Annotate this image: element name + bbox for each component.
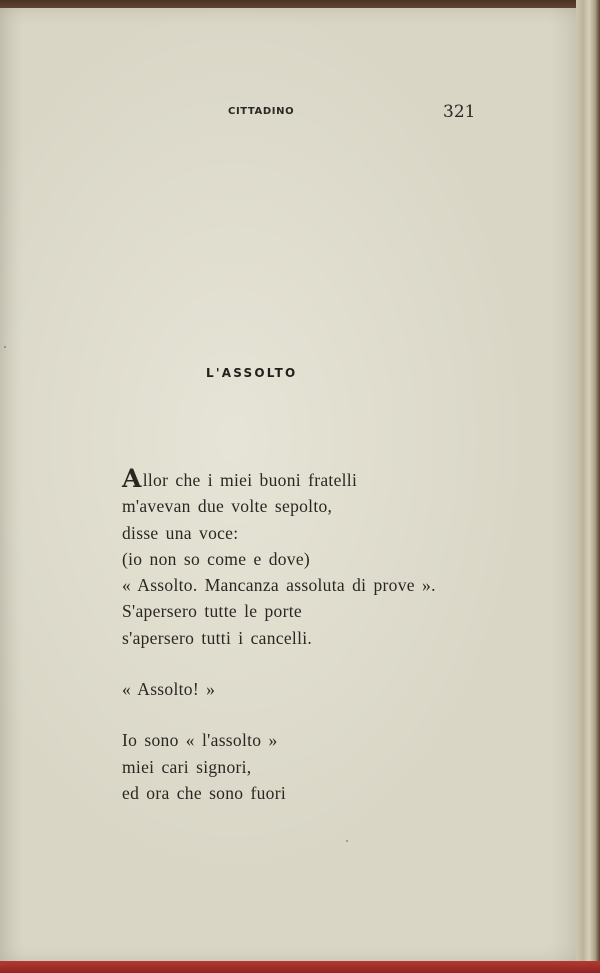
- poem-line: Io sono « l'assolto »: [122, 730, 278, 751]
- stanza-break: [122, 651, 436, 676]
- page-stack-edge: [576, 0, 600, 973]
- poem-line: [122, 464, 436, 493]
- book-cover-bottom-edge: [0, 961, 600, 973]
- page-number: 321: [443, 102, 476, 122]
- first-line-text: llor che i miei buoni fratelli: [142, 470, 358, 490]
- poem-title: L'ASSOLTO: [206, 366, 298, 380]
- poem-line: « Assolto. Mancanza assoluta di prove ».: [122, 575, 436, 596]
- poem-line: miei cari signori,: [122, 756, 252, 777]
- poem-line: disse una voce:: [122, 522, 239, 543]
- paper-speck: [346, 840, 348, 842]
- poem-line: s'apersero tutti i cancelli.: [122, 627, 313, 648]
- poem-line: S'apersero tutte le porte: [122, 601, 302, 622]
- poem-line: (io non so come e dove): [122, 548, 311, 569]
- poem-line: « Assolto! »: [122, 679, 216, 700]
- book-page: [0, 8, 584, 963]
- drop-cap: A: [122, 464, 142, 493]
- stanza-break: [122, 702, 436, 727]
- poem-body: [122, 464, 436, 806]
- poem-line: m'avevan due volte sepolto,: [122, 496, 333, 517]
- paper-speck: [4, 346, 6, 348]
- running-head: CITTADINO: [228, 106, 295, 117]
- poem-line: ed ora che sono fuori: [122, 782, 287, 803]
